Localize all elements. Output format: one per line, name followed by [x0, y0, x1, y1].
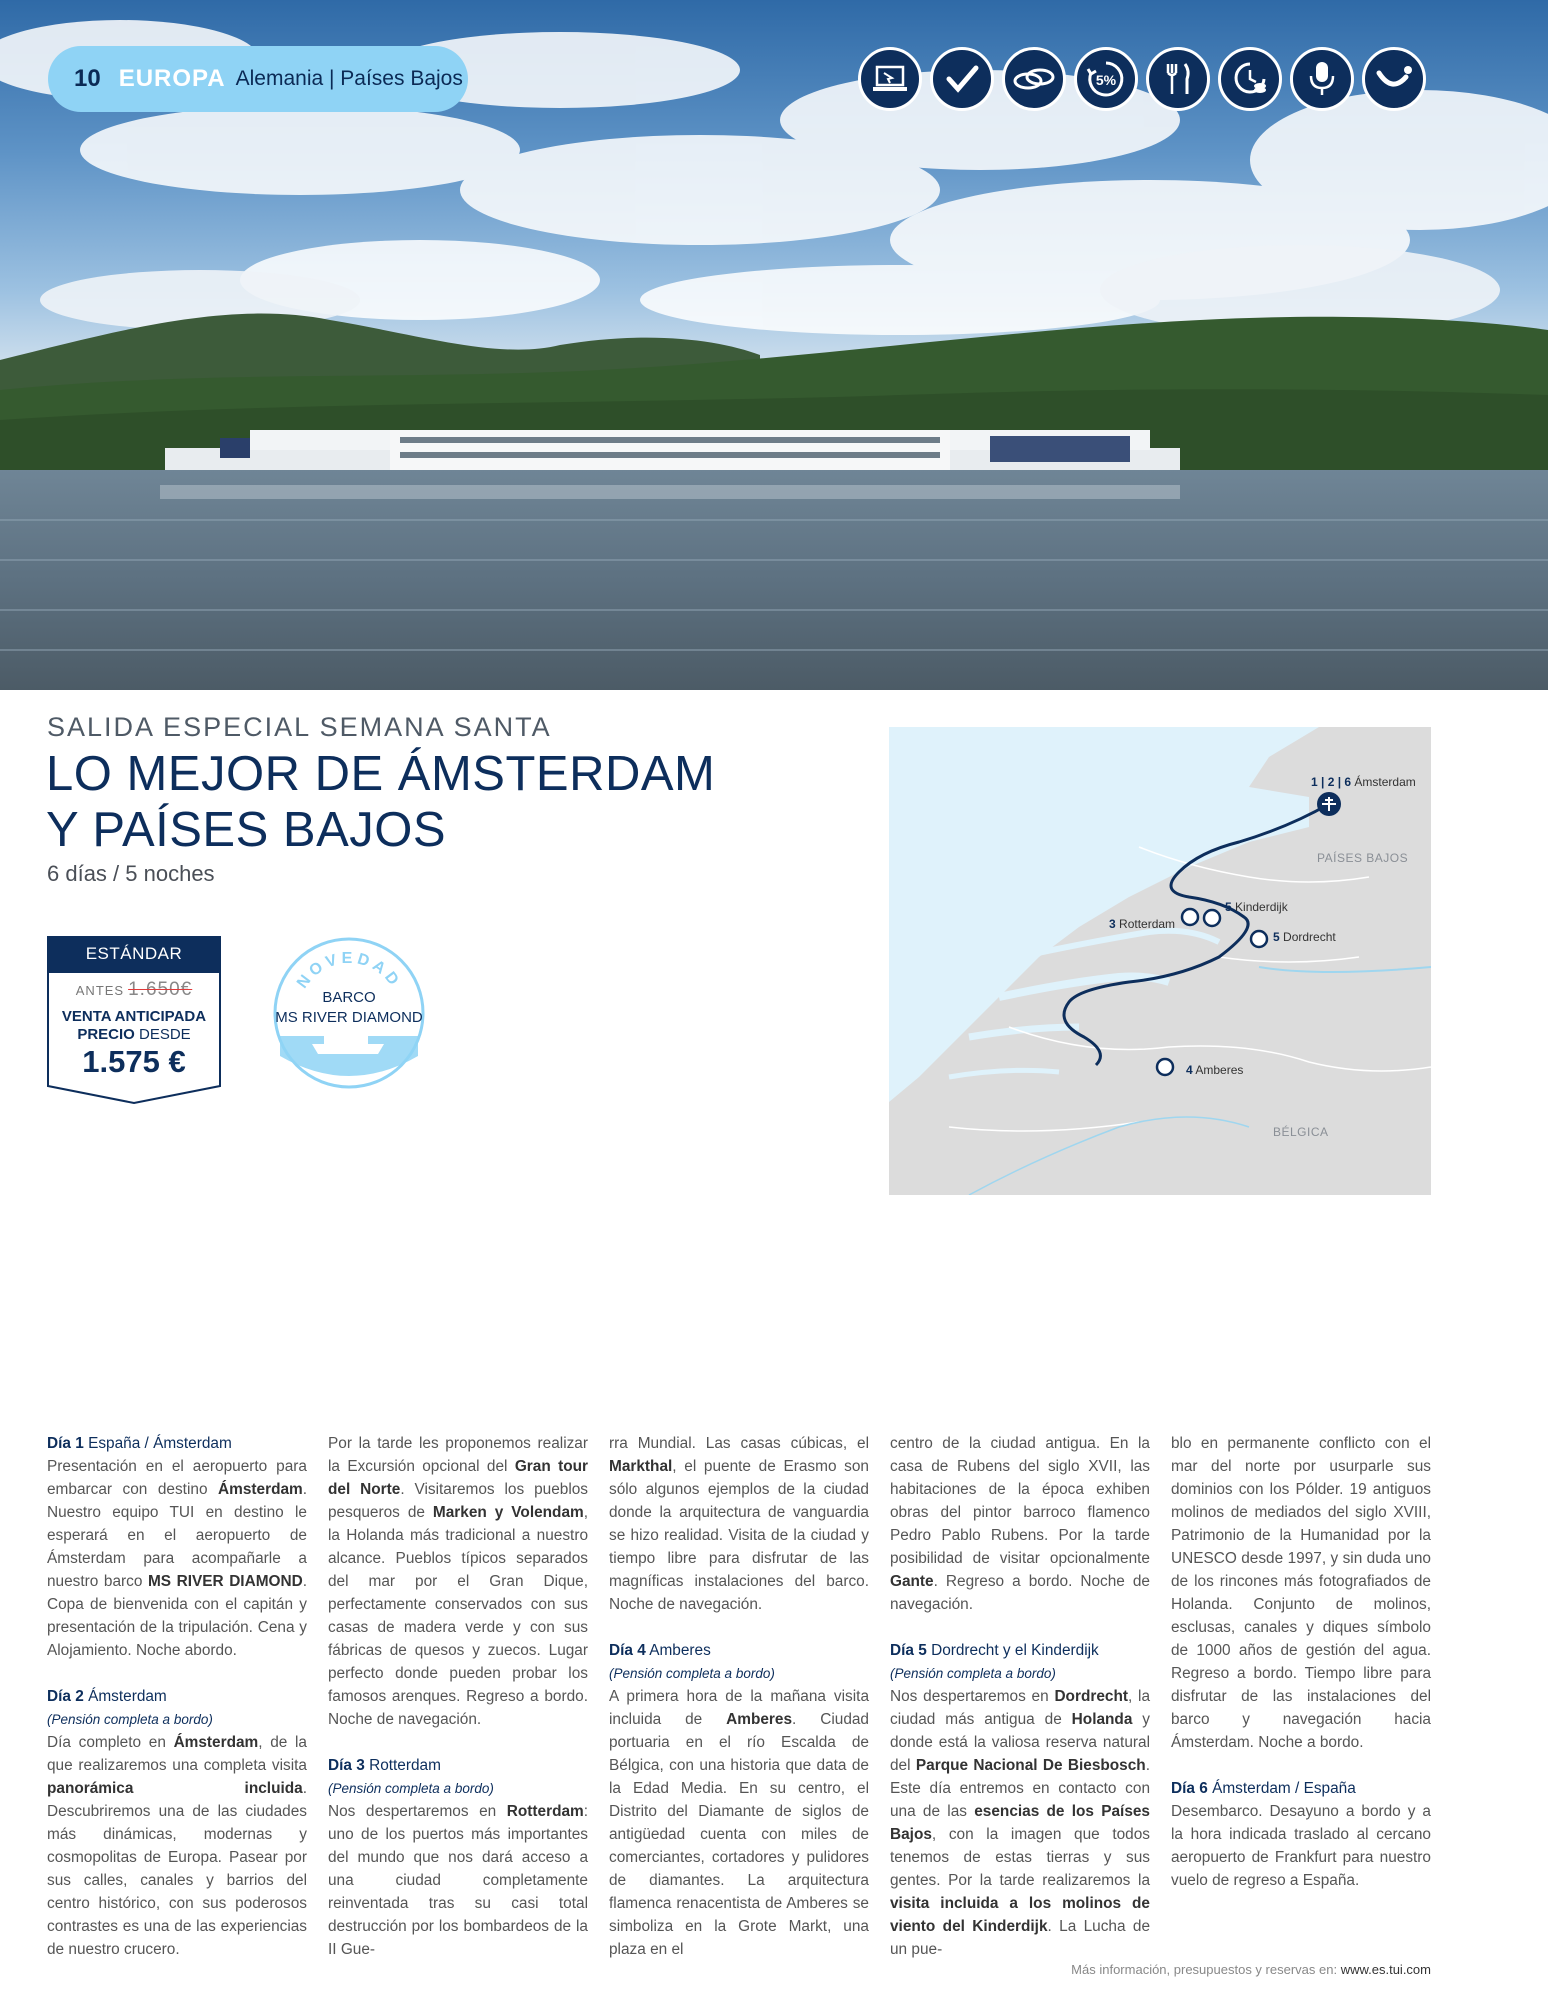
- pension-note: (Pensión completa a bordo): [609, 1666, 775, 1681]
- title-line-2: Y PAÍSES BAJOS: [46, 803, 447, 857]
- country-paises-bajos: PAÍSES BAJOS: [1317, 851, 1409, 865]
- itinerary-column-4: [890, 1432, 1150, 1961]
- day-text: blo en permanente conflicto con el mar del norte por usurparle sus dominios con los Pólder. 19 antiguos molinos de mediados del siglo XVIII, Patrimonio de la Humanidad por la UNESCO desde 1997, y sin duda uno de los rincones más fotografiados de Holanda. Conjunto de molinos, esclusas, canales y diques símbolo de 1000 años de gestión del agua. Regreso a bordo. Tiempo libre para disfrutar de las instalaciones del barco y navegación hacia Ámsterdam. Noche a bordo.: [1171, 1435, 1431, 1751]
- day-text: Día completo en Ámsterdam, de la que realizaremos una completa visita panorámica incluida. Descubriremos una de las ciudades más dinámicas, modernas y cosmopolitas de Europa. Pasear por sus calles, canales y barrios del centro histórico, con sus poderosos contrastes es una de las experiencias de nuestro crucero.: [47, 1734, 307, 1958]
- precio-desde: [47, 1026, 221, 1043]
- day-heading: Día 1 España / Ámsterdam: [47, 1435, 232, 1452]
- discount-5-percent-icon: [1074, 47, 1138, 111]
- day-text: Presentación en el aeropuerto para embarcar con destino Ámsterdam. Nuestro equipo TUI en destino le esperará en el aeropuerto de Ámsterdam para acompañarle a nuestro barco MS RIVER DIAMOND. Copa de bienvenida con el capitán y presentación de la tripulación. Cena y Alojamiento. Noche abordo.: [47, 1458, 307, 1659]
- day-text: A primera hora de la mañana visita incluida de Amberes. Ciudad portuaria en el río Escalda de Bélgica, con una historia que data de la Edad Media. En su centro, el Distrito del Diamante de siglos de antigüedad cuenta con miles de comerciantes, cortadores y pulidores de diamantes. La arquitectura flamenca renacentista de Amberes se simboliza en la Grote Markt, una plaza en el: [609, 1688, 869, 1958]
- footer: [1071, 1962, 1431, 1977]
- venta-anticipada: VENTA ANTICIPADA: [61, 1008, 207, 1025]
- label-dordrecht: 5 Dordrecht: [1273, 930, 1336, 944]
- novedad-text: NOVEDAD: [293, 950, 405, 992]
- discount-text: 5%: [1095, 72, 1117, 88]
- stop-rotterdam: [1182, 909, 1198, 925]
- country-belgica: BÉLGICA: [1273, 1125, 1329, 1139]
- pension-note: (Pensión completa a bordo): [890, 1666, 1056, 1681]
- hero-image: [0, 0, 1548, 690]
- day-heading: Día 4 Amberes: [609, 1642, 711, 1659]
- check-icon: [930, 47, 994, 111]
- tui-smile-icon: [1362, 47, 1426, 111]
- page-number: 10: [74, 65, 101, 92]
- day-text: Por la tarde les proponemos realizar la Excursión opcional del Gran tour del Norte. Visitaremos los pueblos pesqueros de Marken y Volendam, la Holanda más tradicional a nuestro alcance. Pueblos típicos separados del mar por el Gran Dique, perfectamente conservados con sus casas de madera verde y con sus fábricas de quesos y zuecos. Lugar perfecto donde pueden probar los famosos arenques. Regreso a bordo. Noche de navegación.: [328, 1435, 588, 1728]
- itinerary: [47, 1432, 1431, 1958]
- precio-label: PRECIO: [77, 1026, 135, 1043]
- section-pill: [48, 46, 468, 112]
- itinerary-column-1: [47, 1432, 307, 1961]
- price-value: 1.575 €: [82, 1044, 186, 1079]
- novedad-seal: [272, 936, 426, 1090]
- kicker-text: SALIDA ESPECIAL SEMANA SANTA: [47, 712, 552, 742]
- day-text: Desembarco. Desayuno a bordo y a la hora indicada traslado al cercano aeropuerto de Frankfurt para nuestro vuelo de regreso a España.: [1171, 1803, 1431, 1889]
- itinerary-column-5: [1171, 1432, 1431, 1892]
- old-price-row: [47, 979, 221, 1001]
- label-rotterdam: 3 Rotterdam: [1109, 917, 1176, 931]
- label-amsterdam: 1 | 2 | 6 Ámsterdam: [1311, 775, 1416, 789]
- seal-line-2: MS RIVER DIAMOND: [275, 1009, 423, 1026]
- stop-amberes: [1157, 1059, 1173, 1075]
- route-map: [889, 727, 1431, 1195]
- day-text: centro de la ciudad antigua. En la casa de Rubens del siglo XVII, las habitaciones de la época exhiben obras del pintor barroco flamenco Pedro Pablo Rubens. Por la tarde posibilidad de visitar opcionalmente Gante. Regreso a bordo. Noche de navegación.: [890, 1435, 1150, 1613]
- price-badge: [47, 936, 221, 1104]
- page-title: [46, 746, 715, 858]
- day-heading: Día 5 Dordrecht y el Kinderdijk: [890, 1642, 1099, 1659]
- label-kinderdijk: 5 Kinderdijk: [1225, 900, 1288, 914]
- title-line-1: LO MEJOR DE ÁMSTERDAM: [46, 747, 716, 801]
- feature-icons: [858, 47, 1434, 111]
- countries-label: Alemania | Países Bajos: [235, 67, 463, 90]
- pension-note: (Pensión completa a bordo): [328, 1781, 494, 1796]
- itinerary-column-3: [609, 1432, 869, 1961]
- duration: 6 días / 5 noches: [47, 861, 215, 886]
- microphone-icon: [1290, 47, 1354, 111]
- cutlery-icon: [1146, 47, 1210, 111]
- desde-label: DESDE: [134, 1026, 191, 1043]
- pension-note: (Pensión completa a bordo): [47, 1712, 213, 1727]
- price-category: ESTÁNDAR: [85, 944, 183, 963]
- day-text: Nos despertaremos en Dordrecht, la ciudad más antigua de Holanda y donde está la valiosa reserva natural del Parque Nacional De Biesbosch. Este día entremos en contacto con una de las esencias de los Países Bajos, con la imagen que todos tenemos de estas tierras y sus gentes. Por la tarde realizaremos la visita incluida a los molinos de viento del Kinderdijk. La Lucha de un pue-: [890, 1688, 1150, 1958]
- clock-coins-icon: [1218, 47, 1282, 111]
- rings-icon: [1002, 47, 1066, 111]
- day-text: rra Mundial. Las casas cúbicas, el Markthal, el puente de Erasmo son sólo algunos ejemplos de la ciudad donde la arquitectura de vanguardia se hizo realidad. Visita de la ciudad y tiempo libre para disfrutar de las magníficas instalaciones del barco. Noche de navegación.: [609, 1435, 869, 1613]
- region-label: EUROPA: [118, 65, 226, 92]
- stop-dordrecht: [1251, 931, 1267, 947]
- day-text: Nos despertaremos en Rotterdam: uno de los puertos más importantes del mundo que nos dará acceso a una ciudad completamente reinventada tras su casi total destrucción por los bombardeos de la II Gue-: [328, 1803, 588, 1958]
- label-amberes: 4 Amberes: [1186, 1063, 1244, 1077]
- day-heading: Día 3 Rotterdam: [328, 1757, 441, 1774]
- stop-kinderdijk: [1204, 910, 1220, 926]
- old-price: 1.650€: [128, 979, 193, 1000]
- day-heading: Día 6 Ámsterdam / España: [1171, 1780, 1356, 1797]
- footer-text: Más información, presupuestos y reservas en:: [1071, 1962, 1341, 1977]
- seal-line-1: BARCO: [322, 989, 376, 1006]
- day-heading: Día 2 Ámsterdam: [47, 1688, 167, 1705]
- laptop-icon: [858, 47, 922, 111]
- antes-label: ANTES: [75, 983, 125, 998]
- footer-url[interactable]: www.es.tui.com: [1340, 1962, 1431, 1977]
- itinerary-column-2: [328, 1432, 588, 1961]
